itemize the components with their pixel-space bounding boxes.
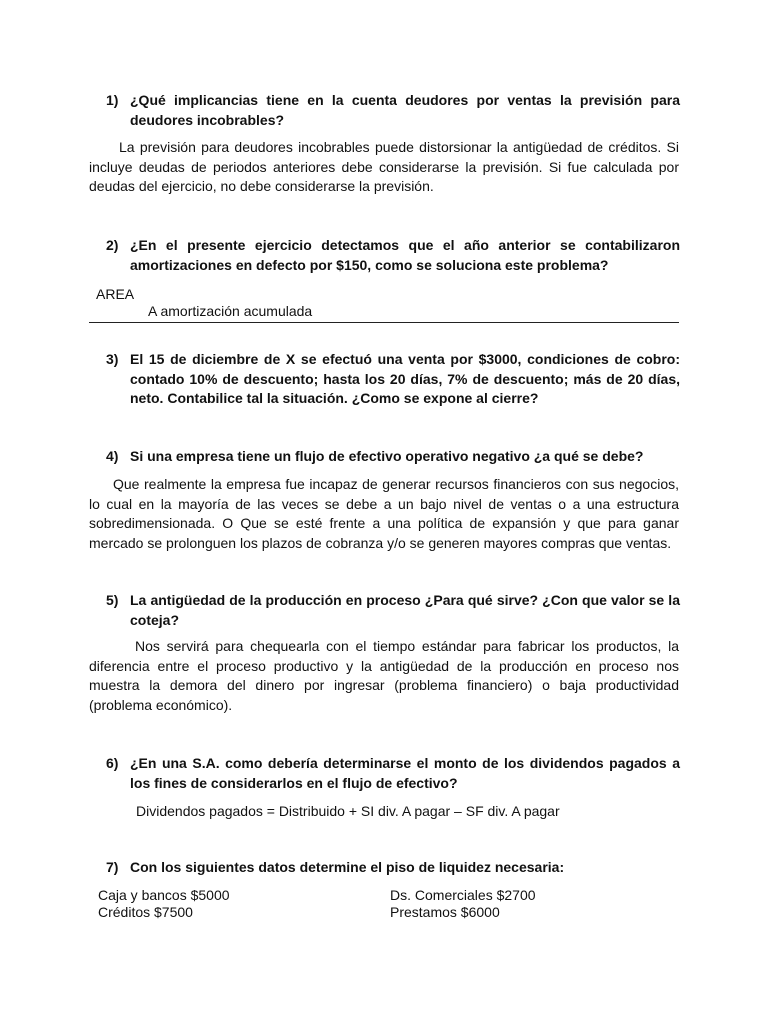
- question-text: ¿En el presente ejercicio detectamos que el año anterior se contabilizaron amortizaciones en defecto por $150, como se soluciona este problema?: [130, 237, 680, 273]
- question-number: 5): [106, 592, 119, 608]
- question-number: 2): [106, 237, 119, 253]
- question-number: 3): [106, 351, 119, 367]
- question-text: ¿Qué implicancias tiene en la cuenta deudores por ventas la previsión para deudores incobrables?: [130, 92, 680, 128]
- question-number: 4): [106, 448, 119, 464]
- question-6: [106, 754, 680, 793]
- question-text: La antigüedad de la producción en proceso ¿Para qué sirve? ¿Con que valor se la coteja?: [130, 592, 680, 628]
- journal-entry-debit: AREA: [96, 286, 135, 302]
- question-text: Si una empresa tiene un flujo de efectivo operativo negativo ¿a qué se debe?: [130, 448, 644, 464]
- question-number: 1): [106, 92, 119, 108]
- answer-4: Que realmente la empresa fue incapaz de generar recursos financieros con sus negocios, lo cual en la mayoría de las veces se debe a un bajo nivel de ventas o a una estructura sobredimensionada. O Que se esté frente a una política de expansión y que para ganar mercado se prolonguen los plazos de cobranza y/o se generen mayores compras que ventas.: [89, 476, 679, 551]
- question-text: El 15 de diciembre de X se efectuó una venta por $3000, condiciones de cobro: contado 10% de descuento; hasta los 20 días, 7% de descuento; más de 20 días, neto. Contabilice tal la situación. ¿Como se expone al cierre?: [130, 351, 680, 406]
- journal-entry-credit: A amortización acumulada: [148, 303, 313, 319]
- answer-1: La previsión para deudores incobrables puede distorsionar la antigüedad de créditos. Si incluye deudas de periodos anteriores debe considerarse la previsión. Si fue calculada por deudas del ejercicio, no debe considerarse la previsión.: [89, 139, 679, 194]
- question-number: 6): [106, 755, 119, 771]
- question-7: [106, 858, 680, 878]
- answer-5: Nos servirá para chequearla con el tiempo estándar para fabricar los productos, la diferencia entre el proceso productivo y la antigüedad de la producción en proceso nos muestra la demora del dinero por ingresar (problema financiero) o baja productividad (problema económico).: [89, 638, 679, 713]
- question-number: 7): [106, 859, 119, 875]
- question-2: [106, 236, 680, 275]
- question-4: [106, 447, 680, 467]
- data-item-ds-comerciales: Ds. Comerciales $2700: [390, 887, 536, 903]
- question-5: [106, 591, 680, 630]
- data-item-creditos: Créditos $7500: [98, 904, 193, 920]
- journal-entry-rule: [89, 322, 679, 323]
- question-text: Con los siguientes datos determine el piso de liquidez necesaria:: [130, 859, 565, 875]
- data-item-prestamos: Prestamos $6000: [390, 904, 500, 920]
- answer-6: Dividendos pagados = Distribuido + SI div. A pagar – SF div. A pagar: [136, 803, 560, 819]
- data-item-caja-bancos: Caja y bancos $5000: [98, 887, 230, 903]
- question-1: [106, 91, 680, 130]
- question-text: ¿En una S.A. como debería determinarse el monto de los dividendos pagados a los fines de considerarlos en el flujo de efectivo?: [130, 755, 680, 791]
- question-3: [106, 350, 680, 409]
